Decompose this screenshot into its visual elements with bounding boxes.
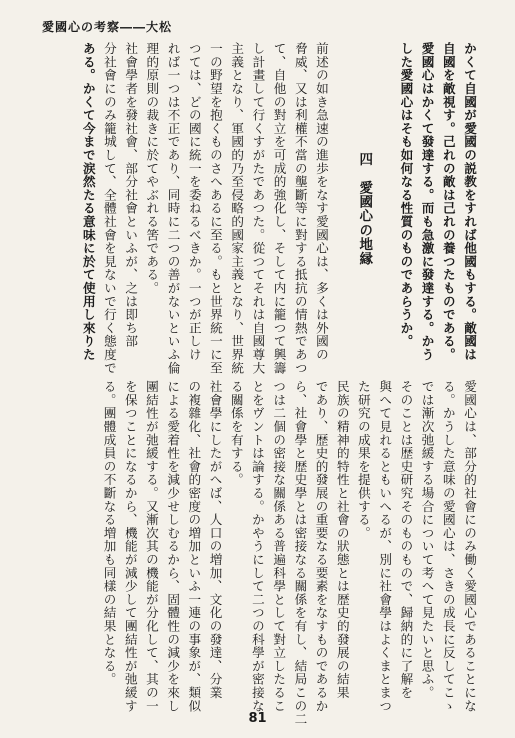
body-line: て、自他の對立を可成的強化し、そして内に籠つて興籌 (271, 42, 287, 375)
intro-line: 愛國心はかくて發達する。而も急激に發達する。かう (419, 42, 435, 362)
body-line: ある。かくて今まで涙然たる意味に於て使用し來りた (80, 42, 96, 362)
body-line: とをヴントは論する。かやうにして二つの科學が密接な (249, 380, 265, 713)
body-line: 團結性が弛緩する。又漸次其の機能が分化して、其の一 (143, 380, 159, 713)
body-line: 脅威、又は利權不當の壟斷等に對する抵抗の情熱であつ (292, 42, 308, 375)
body-line: ら、社會學と歴史學とは密接なる關係を有し、結局この二 (292, 380, 308, 726)
body-line: つは二個の密接な關係ある普遍科學として對立したるこ (271, 380, 287, 713)
upper-text-block (78, 42, 480, 375)
body-line: 社會學にしたがへば、人口の増加、文化の發達、分業 (207, 380, 223, 700)
body-line: 前述の如き急速の進歩をなす愛國心は、多くは外國の (313, 42, 329, 362)
body-line: 民族の精神的特性と社會の狀態とは歴史的發展の結果 (334, 380, 350, 700)
body-line: では漸次弛緩する場合について考へて見たいと思ふ。 (419, 380, 435, 700)
section-heading: 四 愛國心の地縁 (356, 152, 373, 266)
body-line: 與へて見れるともいへるが、別に社會學はよくまとまつ (377, 380, 393, 713)
page-number: 81 (248, 711, 267, 726)
body-line: つては、どの國に統一を委ねるべきか。一つが正しけ (186, 42, 202, 362)
body-line: 理的原則の裁きに於てやぶれる筈である。 (144, 42, 160, 295)
intro-line: した愛國心はそも如何なる性質のものであらうか。 (398, 42, 414, 348)
body-line: の複雜化、社會的密度の増加といふ一連の事象が、類似 (186, 380, 202, 713)
body-line: を保つことになるから、機能が減少して團結性が弛緩す (122, 380, 138, 713)
body-line: 主義となり、軍國的乃至侵略的國家主義となり、世界統 (229, 42, 245, 375)
body-line: による愛着性を減少せしむるから、固體性の減少を來し (165, 380, 181, 713)
body-line: であり、歴史的發展の重要なる要素をなすものであるか (313, 380, 329, 713)
intro-line: 自國を敵視す。己れの敵は己れの養つたものである。 (440, 42, 456, 362)
body-line: る關係を有する。 (228, 380, 244, 487)
body-line: る。團體成員の不斷なる増加も同樣の結果となる。 (101, 380, 117, 686)
body-line: れば一つは不正であり、同時に二つの善がないといふ倫 (165, 42, 181, 375)
column-spacer (374, 42, 395, 352)
intro-line: かくて自國が愛國の説教をすれば他國もする。敵國は (462, 42, 477, 362)
body-line: 一の野望を抱くものさへあるに至る。もと世界統一に至 (207, 42, 223, 375)
body-line: 愛國心は、部分的社會にのみ働く愛國心であることにな (462, 380, 477, 713)
body-line: 分社會にのみ籠城して、全體社會を見ないで行く態度で (101, 42, 117, 375)
running-head: 愛國心の考察――大松 (42, 20, 173, 34)
body-line: 社會學者を發社會、部分社會といふが、之は即ち部 (123, 42, 139, 348)
body-line: し計畫して行くすがたであつた。從つてそれは自國尊大 (250, 42, 266, 375)
body-line: る。かうした意味の愛國心は、さきの成長に反してこゝ (440, 380, 456, 713)
body-line: そのことは歴史研究そのものもので、歸納的に了解を (398, 380, 414, 700)
column-spacer (332, 42, 353, 352)
body-line: た研究の成果を提供する。 (355, 380, 371, 540)
